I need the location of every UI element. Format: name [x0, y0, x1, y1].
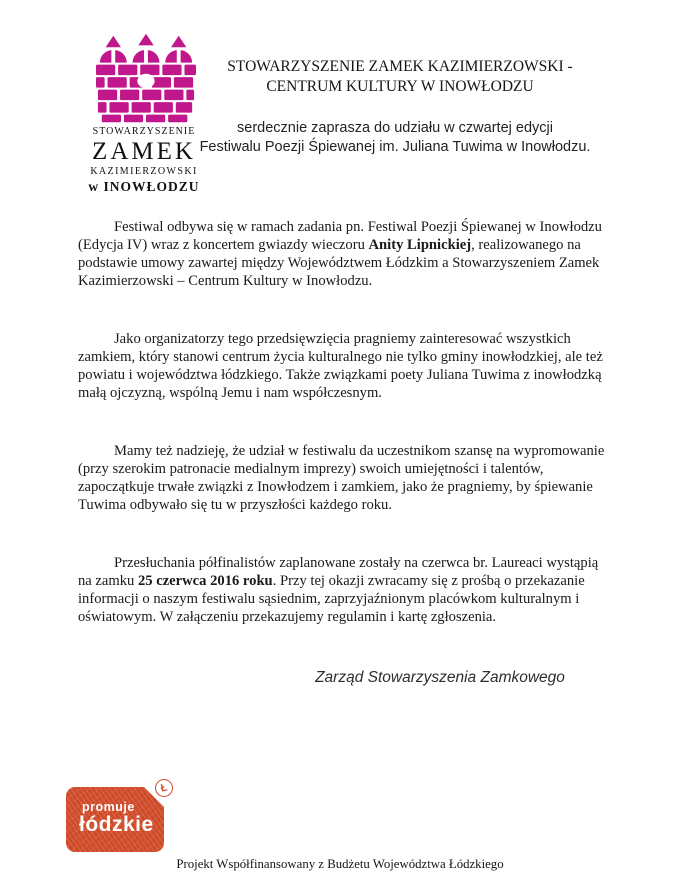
paragraph-4-text-after: . Przy tej okazji zwracamy się z prośbą o przekazanie informacji o naszym festiwalu sąsiednim, zaprzyjaźnionym placówkom kulturalnym i oświatowym. W załączeniu przekazujemy regulamin i kartę zgłoszenia. — [78, 572, 585, 625]
paragraph-1-bold: Anity Lipnickiej — [368, 236, 472, 253]
paragraph-1-text-after: , realizowanego na podstawie umowy zawartej między Województwem Łódzkim a Stowarzyszeniem Zamek Kazimierzowski – Centrum Kultury w Inowłodzu. — [78, 236, 600, 289]
lodzkie-logo-line1: promuje — [82, 800, 135, 814]
page-title — [190, 57, 610, 97]
paragraph-2: Jako organizatorzy tego przedsięwzięcia pragniemy zainteresować wszystkich zamkiem, który stanowi centrum życia kulturalnego nie tylko gminy inowłodzkiej, ale też powiatu i województwa łódzkiego. Także związkami poety Juliana Tuwima z inowłodzką małą ojczyzną, wspólną Jemu i nam współczesnym. — [78, 331, 603, 401]
castle-logo-icon — [96, 33, 196, 125]
footer-text: Projekt Współfinansowany z Budżetu Województwa Łódzkiego — [176, 857, 504, 871]
paragraph-4 — [78, 555, 606, 627]
logo-caption-line3: KAZIMIERZOWSKI — [90, 165, 198, 177]
paragraph-1-text: Festiwal odbywa się w ramach zadania pn. Festiwal Poezji Śpiewanej w Inowłodzu (Edycja IV) wraz z koncertem gwiazdy wieczoru — [78, 219, 602, 253]
lodzkie-logo-icon — [66, 787, 164, 852]
page-title-line2: CENTRUM KULTURY W INOWŁODZU — [266, 78, 534, 95]
paragraph-3: Mamy też nadzieję, że udział w festiwalu da uczestnikom szansę na wypromowanie (przy szerokim patronacie medialnym imprezy) swoich umiejętności i talentów, zapoczątkuje trwałe związki z Inowłodzem i zamkiem, jako że pragniemy, by śpiewanie Tuwima odbywało się tu w przyszłości każdego roku. — [78, 443, 605, 513]
invitation-line1: serdecznie zaprasza do udziału w czwartej edycji — [237, 120, 553, 136]
invitation-text — [178, 119, 612, 157]
signature: Zarząd Stowarzyszenia Zamkowego — [315, 669, 565, 686]
invitation-line2: Festiwalu Poezji Śpiewanej im. Juliana Tuwima w Inowłodzu. — [199, 139, 591, 155]
logo-caption-line2: ZAMEK — [92, 137, 196, 165]
paragraph-4-bold: 25 czerwca 2016 roku — [137, 572, 273, 589]
paragraph-1 — [78, 219, 606, 291]
lodzkie-badge-icon: Ł — [153, 777, 174, 798]
logo-caption-line1: STOWARZYSZENIE — [92, 126, 196, 137]
logo-caption-line4: w INOWŁODZU — [88, 179, 200, 195]
lodzkie-logo-line2: łódzkie — [79, 813, 154, 836]
page-title-line1: STOWARZYSZENIE ZAMEK KAZIMIERZOWSKI - — [227, 58, 573, 75]
paragraph-4-text: Przesłuchania półfinalistów zaplanowane zostały na czerwca br. Laureaci wystąpią na zamku — [78, 555, 599, 589]
